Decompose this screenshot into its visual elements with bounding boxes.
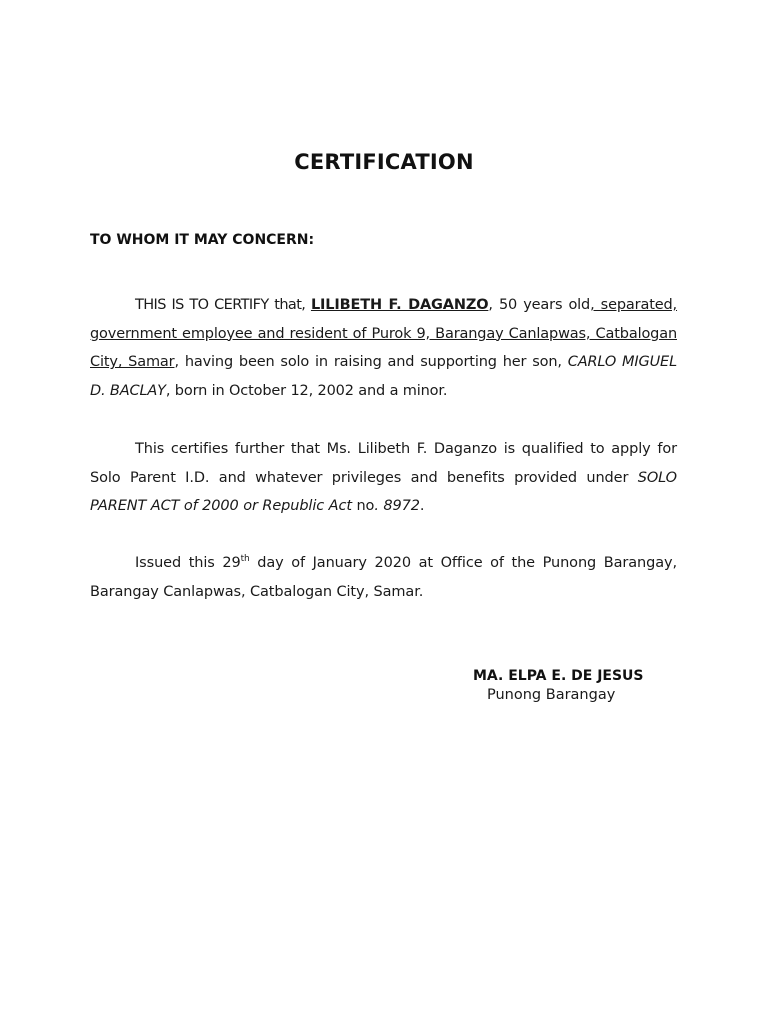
document-title: CERTIFICATION [294,150,474,174]
act-no-label: no [351,498,375,515]
solo-parent-act: SOLO PARENT ACT of 2000 or Republic Act [90,469,677,515]
paragraph1-middle: , having been solo in raising and supporting her son, [174,354,568,371]
issued-rest: day of January 2020 at Office of the Punong Barangay, Barangay Canlapwas, Catbalogan City, Samar. [90,555,677,600]
paragraph1-end: , born in October 12, 2002 and a minor. [165,383,448,400]
civil-status-residence: , separated, government employee and resident of Purok 9, Barangay Canlapwas, Catbalogan City, Samar [90,297,678,371]
issued-lead: Issued this 29 [135,555,241,571]
certified-person-name: LILIBETH F. DAGANZO [310,297,489,313]
act-number: . 8972 [374,498,420,515]
date-ordinal: th [240,554,250,565]
signatory-name: MA. ELPA E. DE JESUS [473,668,644,684]
son-name: CARLO MIGUEL D. BACLAY [90,354,677,400]
qualification-paragraph [90,435,677,521]
paragraph1-lead: THIS IS TO CERTIFY that, [135,297,311,313]
salutation: TO WHOM IT MAY CONCERN: [90,232,315,248]
signatory-position: Punong Barangay [487,687,616,703]
issuance-paragraph [90,549,677,606]
certification-paragraph [90,291,677,406]
paragraph2-lead: This certifies further that Ms. Lilibeth F. Daganzo is qualified to apply for Solo Parent I.D. and whatever privileges and benefits provided under [90,441,677,486]
paragraph2-end: . [419,498,425,515]
age-text: , 50 years old [488,297,591,313]
